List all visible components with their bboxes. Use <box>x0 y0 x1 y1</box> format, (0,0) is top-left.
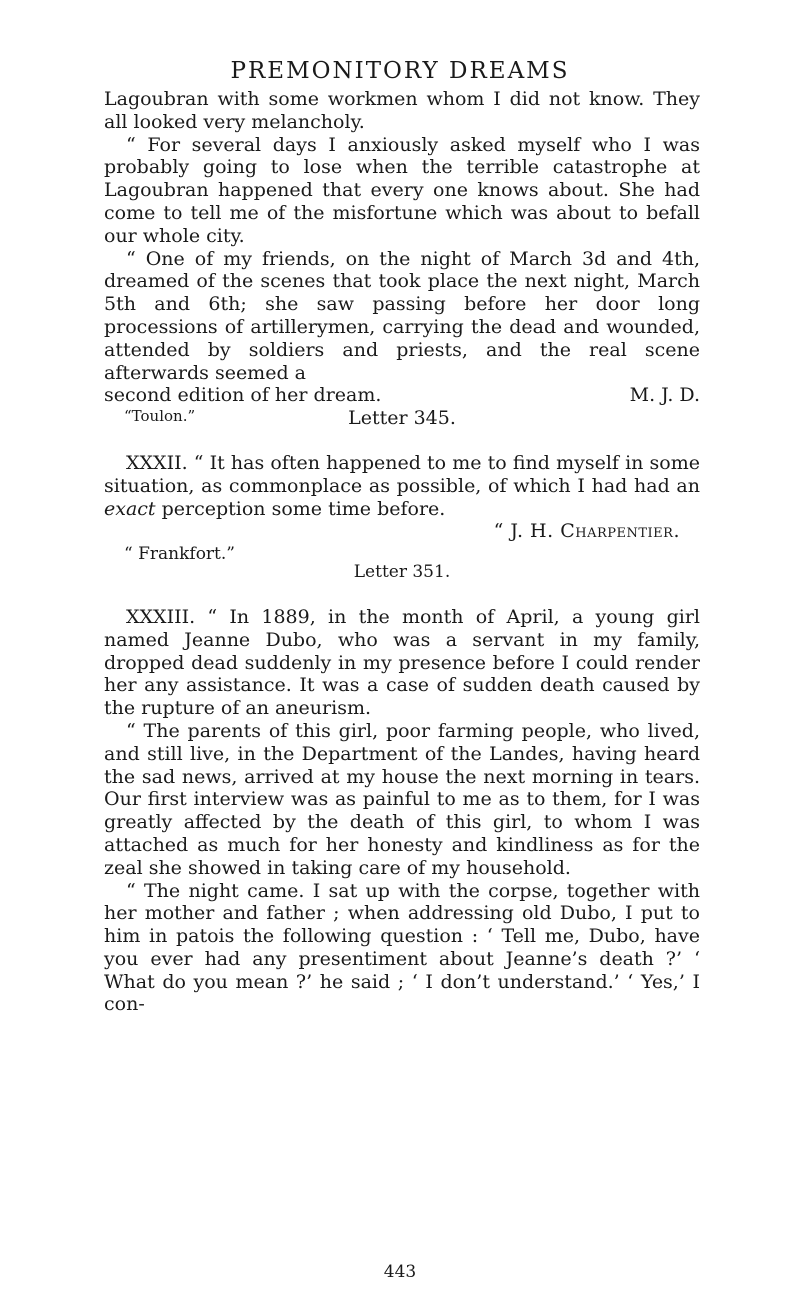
letter-reference: Letter 351. <box>353 562 451 583</box>
paragraph-end: second edition of her dream. <box>104 384 382 407</box>
letter-reference-row <box>104 407 700 430</box>
paragraph: Lagoubran with some workmen whom I did not know. They all looked very melancholy. <box>104 88 700 133</box>
paragraph: “ One of my friends, on the night of March 3d and 4th, dreamed of the scenes that took place the next night, March 5th and 6th; she saw passing before her door long processions of artillerymen, carrying the dead and wounded, attended by soldiers and priests, and the real scene afterwards seemed a <box>104 247 700 384</box>
letter-reference: Letter 345. <box>348 407 456 430</box>
emphasis: exact <box>104 497 156 520</box>
place-name: “Toulon.” <box>124 407 196 426</box>
paragraph: “ The parents of this girl, poor farming people, who lived, and still live, in the Department of the Landes, having heard the sad news, arrived at my house the next morning in tears. Our first interview was as painful to me as to them, for I was greatly affected by the death of this girl, to whom I was attached as much for her honesty and kindliness as for the zeal she showed in taking care of my household. <box>104 719 700 879</box>
running-head: PREMONITORY DREAMS <box>230 58 570 84</box>
signature: “ J. H. Charpentier. <box>493 520 680 543</box>
paragraph: “ The night came. I sat up with the corpse, together with her mother and father ; when addressing old Dubo, I put to him in patois the following question : ‘ Tell me, Dubo, have you ever had any presentiment about Jeanne’s death ?’ ‘ What do you mean ?’ he said ; ‘ I don’t understand.’ ‘ Yes,’ I con- <box>104 879 700 1016</box>
place-name: “ Frankfort.” <box>124 544 235 565</box>
signature-line <box>104 384 700 407</box>
paragraph: XXXII. “ It has often happened to me to find myself in some situation, as commonplace as possible, of which I had had an exact perception some time before. <box>104 451 700 520</box>
paragraph: “ For several days I anxiously asked myself who I was probably going to lose when the terrible catastrophe at Lagoubran happened that every one knows about. She had come to tell me of the misfortune which was about to befall our whole city. <box>104 133 700 247</box>
body-text <box>104 88 700 1016</box>
page-number: 443 <box>383 1262 417 1282</box>
paragraph: XXXIII. “ In 1889, in the month of April, a young girl named Jeanne Dubo, who was a servant in my family, dropped dead suddenly in my presence before I could render her any assistance. It was a case of sudden death caused by the rupture of an aneurism. <box>104 605 700 720</box>
signature: M. J. D. <box>629 384 700 407</box>
